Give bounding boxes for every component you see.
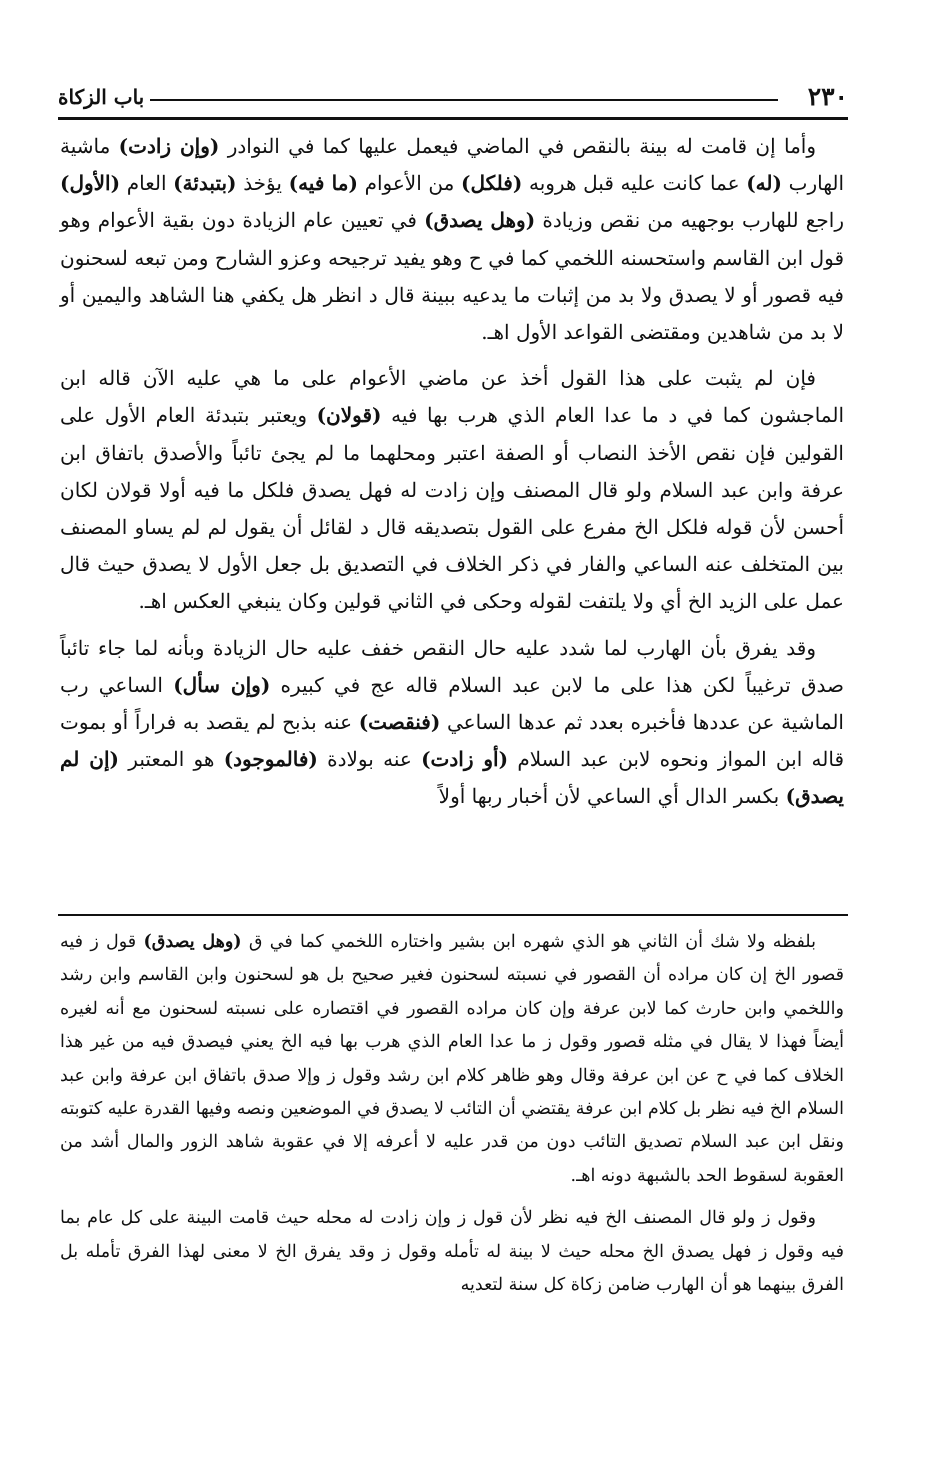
text-run: بلفظه ولا شك أن الثاني هو الذي شهره ابن بشير واختاره اللخمي كما في ق bbox=[248, 932, 816, 952]
matn-quote: (إن لم يصدق) bbox=[60, 747, 844, 809]
matn-quote: (فنقصت) bbox=[358, 710, 441, 735]
page-header bbox=[58, 82, 848, 118]
matn-quote: (الأول) bbox=[60, 171, 121, 196]
header-rule bbox=[58, 117, 848, 120]
matn-quote: (فالموجود) bbox=[223, 747, 318, 772]
text-run: في تعيين عام الزيادة دون بقية الأعوام وهو قول ابن القاسم واستحسنه اللخمي كما في ح وهو يفيد ترجيحه وعزو الشارح ومن تبعه لسحنون فيه قصور أو لا يصدق ولا بد من إثبات ما يدعيه ببينة قال د انظر هل يكفي هنا الشاهد واليمين أو لا بد من شاهدين ومقتضى القواعد الأول اهـ. bbox=[60, 208, 844, 345]
footnote-text bbox=[60, 926, 844, 1311]
matn-quote: (بتبدئة) bbox=[173, 171, 237, 196]
matn-quote: (أو زادت) bbox=[421, 747, 509, 772]
text-run: يؤخذ bbox=[243, 171, 282, 196]
text-run: عنه بولادة bbox=[327, 747, 412, 772]
text-run: وأما إن قامت له بينة بالنقص في الماضي فيعمل عليها كما في النوادر bbox=[227, 134, 817, 158]
text-run: الساعي رب الماشية عن عددها فأخبره بعدد ثم عدها الساعي bbox=[60, 672, 844, 735]
main-paragraph-3 bbox=[60, 630, 844, 816]
text-run: هو المعتبر bbox=[128, 747, 215, 772]
text-run: بكسر الدال أي الساعي لأن أخبار ربها أولاً bbox=[438, 784, 780, 809]
text-run: عنه بذبح لم يقصد به فراراً أو بموت قاله ابن المواز ونحوه لابن عبد السلام bbox=[60, 710, 845, 772]
text-run: من الأعوام bbox=[364, 171, 455, 196]
header-leader-line bbox=[150, 99, 778, 101]
text-run: وقد يفرق بأن الهارب لما شدد عليه حال النقص خفف عليه حال الزيادة وبأنه لما جاء تائباً صدق ترغيباً لكن هذا على ما لابن عبد السلام قاله عج في كبيره bbox=[60, 635, 844, 697]
main-paragraph-1 bbox=[60, 128, 844, 351]
text-run: عما كانت عليه قبل هروبه bbox=[528, 171, 740, 196]
matn-quote: (قولان) bbox=[316, 403, 382, 428]
running-title: باب الزكاة bbox=[58, 85, 145, 109]
footnote-paragraph-1 bbox=[60, 926, 844, 1193]
matn-quote: (فلكل) bbox=[461, 171, 523, 196]
text-run: قول ز فيه قصور الخ إن كان مراده أن القصور في نسبته لسحنون فغير صحيح بل هو لسحنون وابن القاسم وابن رشد واللخمي وابن حارث كما لابن عرفة وإن كان مراده القصور في اقتصاره على نسبته لسحنون مع أنه لغيره أيضاً فهذا لا يقال في مثله قصور وقول ز ما عدا العام الذي هرب بها فيه الخ يعني فيصدق فيه من غير هذا الخلاف كما في ح عن ابن عرفة وقال وهو ظاهر كلام ابن رشد وقول ز وإلا صدق باتفاق ابن عرفة وابن عبد السلام الخ فيه نظر بل كلام ابن عرفة يقتضي أن التائب لا يصدق في الموضعين ونصه وفيها القدرة عليه كتوبته ونقل ابن عبد السلام تصديق التائب دون من قدر عليه لا أعرفه إلا في عقوبة شاهد الزور والمال أشد من العقوبة لسقوط الحد بالشبهة دونه اهـ. bbox=[60, 932, 844, 1186]
matn-quote: (وإن زادت) bbox=[118, 134, 220, 158]
text-run: راجع للهارب بوجهيه من نقص وزيادة bbox=[542, 208, 845, 233]
matn-quote: (وهل يصدق) bbox=[424, 208, 536, 233]
text-run: فإن لم يثبت على هذا القول أخذ عن ماضي الأعوام على ما هي عليه الآن قاله ابن الماجشون كما في د ما عدا العام الذي هرب بها فيه bbox=[60, 366, 845, 428]
main-text bbox=[60, 128, 844, 825]
footnote-separator bbox=[58, 914, 848, 916]
matn-quote: (ما فيه) bbox=[288, 171, 358, 196]
page-number: ٢٣٠ bbox=[807, 82, 848, 111]
text-run: العام bbox=[126, 171, 167, 196]
main-paragraph-2 bbox=[60, 360, 844, 620]
text-run: ويعتبر بتبدئة العام الأول على القولين فإن نقص الأخذ النصاب أو الصفة اعتبر ومحلهما ما لم يجئ تائباً والأصدق باتفاق ابن عرفة وابن عبد السلام ولو قال المصنف وإن زادت له فهل يصدق فلكل ما فيه أولا قولان لكان أحسن لأن قوله فلكل الخ مفرع على القول بتصديقه قال د لقائل أن يقول لم لم يساو المصنف بين المتخلف عنه الساعي والفار في ذكر الخلاف في التصديق بل جعل الأول لا يصدق حيث قال عمل على الزيد الخ أي ولا يلتفت لقوله وحكى في الثاني قولين وكان ينبغي العكس اهـ. bbox=[60, 403, 845, 614]
matn-quote: (له) bbox=[746, 171, 782, 196]
matn-quote: (وهل يصدق) bbox=[143, 932, 242, 952]
text-run: ماشية الهارب bbox=[60, 134, 845, 196]
matn-quote: (وإن سأل) bbox=[173, 672, 271, 697]
footnote-paragraph-2: وقول ز ولو قال المصنف الخ فيه نظر لأن قول ز وإن زادت له محله حيث قامت البينة على كل عام بما فيه وقول ز فهل يصدق الخ محله حيث لا بينة له تأمله وقول ز وقد يفرق الخ لا معنى لهذا الفرق تأمله بل الفرق بينهما هو أن الهارب ضامن زكاة كل سنة لتعديه bbox=[60, 1208, 844, 1296]
